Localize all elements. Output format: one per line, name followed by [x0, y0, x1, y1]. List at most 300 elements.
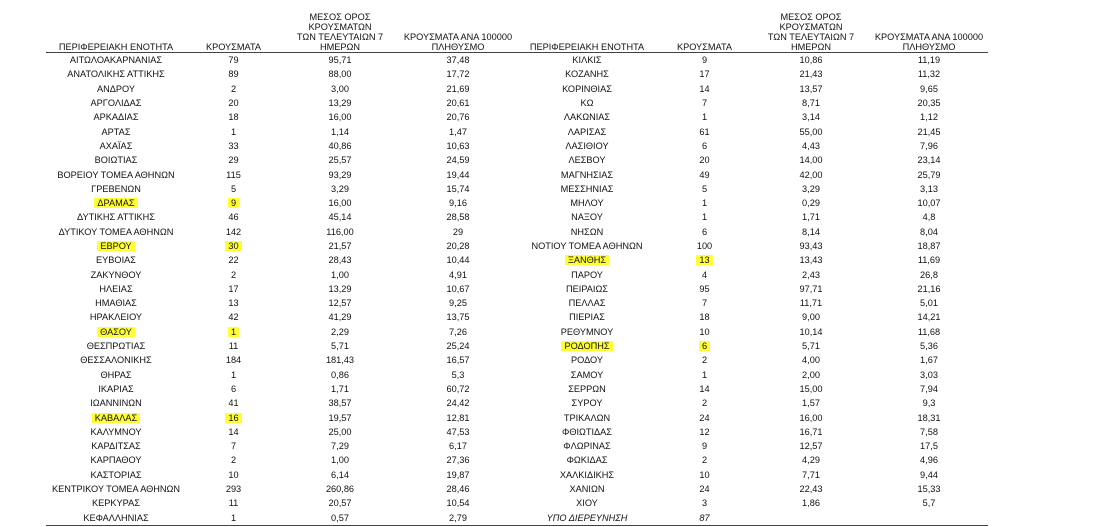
left-avg7-cell [281, 282, 399, 296]
right-region-value: ΥΠΟ ΔΙΕΡΕΥΝΗΣΗ [546, 512, 628, 523]
header-per100k-right: ΚΡΟΥΣΜΑΤΑ ΑΝΑ 100000 ΠΛΗΘΥΣΜΟ [870, 12, 988, 53]
left-cases-cell [186, 296, 281, 310]
left-per100k-cell [399, 368, 517, 382]
right-cases-value: 6 [701, 140, 708, 151]
right-avg7-value: 42,00 [799, 169, 823, 180]
right-region-cell [517, 110, 657, 124]
left-avg7-value: 28,43 [328, 255, 352, 266]
right-per100k-cell [870, 82, 988, 96]
right-cases-cell [657, 96, 752, 110]
left-per100k-value: 20,76 [446, 112, 470, 123]
left-per100k-cell [399, 482, 517, 496]
left-region-value: ΚΑΡΠΑΘΟΥ [90, 455, 142, 466]
left-region-value: ΑΝΔΡΟΥ [96, 83, 135, 94]
right-cases-value: 17 [699, 69, 710, 80]
left-region-value: ΑΡΚΑΔΙΑΣ [93, 112, 139, 123]
table-row [46, 468, 988, 482]
right-per100k-cell [870, 453, 988, 467]
left-region-cell [46, 296, 186, 310]
left-avg7-value: 1,14 [331, 126, 349, 137]
left-per100k-cell [399, 253, 517, 267]
right-avg7-cell [752, 225, 870, 239]
right-cases-cell [657, 468, 752, 482]
header-region-right: ΠΕΡΙΦΕΡΕΙΑΚΗ ΕΝΟΤΗΤΑ [517, 12, 657, 53]
right-per100k-cell [870, 182, 988, 196]
right-cases-value: 4 [701, 269, 708, 280]
table-row [46, 482, 988, 496]
left-cases-value: 14 [228, 426, 239, 437]
right-avg7-value: 9,00 [802, 312, 820, 323]
right-region-value: ΧΑΝΙΩΝ [569, 484, 605, 495]
right-avg7-value: 3,29 [802, 183, 820, 194]
right-avg7-cell [752, 96, 870, 110]
right-region-cell [517, 453, 657, 467]
left-region-cell [46, 511, 186, 526]
right-per100k-value: 18,87 [917, 241, 941, 251]
right-region-cell [517, 511, 657, 526]
left-region-value: ΔΥΤΙΚΟΥ ΤΟΜΕΑ ΑΘΗΝΩΝ [58, 226, 174, 237]
right-avg7-value: 1,86 [802, 498, 820, 509]
right-avg7-cell [752, 82, 870, 96]
right-per100k-cell [870, 296, 988, 310]
right-cases-value: 100 [696, 241, 713, 251]
left-per100k-cell [399, 196, 517, 210]
left-avg7-value: 5,71 [331, 341, 349, 352]
left-per100k-value: 6,17 [449, 441, 467, 452]
left-cases-cell [186, 210, 281, 224]
left-avg7-value: 116,00 [326, 226, 354, 237]
right-region-cell [517, 339, 657, 353]
right-region-cell [517, 439, 657, 453]
left-per100k-value: 10,63 [446, 140, 470, 151]
right-region-cell [517, 196, 657, 210]
right-region-value: ΜΕΣΣΗΝΙΑΣ [560, 183, 614, 194]
right-per100k-value: 3,13 [920, 183, 938, 194]
left-per100k-cell [399, 67, 517, 81]
right-avg7-value: 14,00 [799, 155, 823, 166]
left-avg7-cell [281, 167, 399, 181]
left-avg7-cell [281, 339, 399, 353]
table-row [46, 425, 988, 439]
right-cases-cell [657, 368, 752, 382]
right-cases-cell [657, 353, 752, 367]
right-per100k-value: 11,68 [917, 326, 941, 337]
right-cases-cell [657, 67, 752, 81]
right-cases-cell [657, 110, 752, 124]
left-per100k-cell [399, 410, 517, 424]
left-avg7-value: 6,14 [331, 469, 349, 480]
left-per100k-cell [399, 225, 517, 239]
right-avg7-value: 21,43 [799, 69, 823, 80]
left-per100k-value: 27,36 [446, 455, 470, 466]
right-avg7-value: 12,57 [799, 441, 823, 452]
right-cases-value: 9 [701, 55, 708, 66]
right-per100k-value: 8,04 [920, 226, 938, 237]
right-avg7-cell [752, 167, 870, 181]
left-cases-value: 11 [228, 498, 239, 509]
left-avg7-cell [281, 110, 399, 124]
right-region-cell [517, 167, 657, 181]
right-per100k-cell [870, 210, 988, 224]
left-region-cell [46, 468, 186, 482]
table-row [46, 110, 988, 124]
left-cases-cell [186, 496, 281, 510]
left-cases-value: 5 [230, 183, 237, 194]
left-per100k-cell [399, 182, 517, 196]
left-region-value: ΔΡΑΜΑΣ [94, 198, 137, 208]
right-avg7-value: 15,00 [799, 383, 823, 394]
left-region-value: ΑΡΤΑΣ [101, 126, 131, 137]
right-region-cell [517, 310, 657, 324]
right-avg7-value: 8,14 [802, 226, 820, 237]
left-cases-value: 46 [228, 212, 239, 223]
left-avg7-cell [281, 53, 399, 68]
left-avg7-value: 1,71 [331, 383, 349, 394]
header-row [46, 12, 988, 53]
right-per100k-value: 18,31 [917, 412, 941, 423]
left-cases-cell [186, 453, 281, 467]
right-cases-value: 6 [699, 341, 710, 351]
right-per100k-cell [870, 239, 988, 253]
right-avg7-value: 4,00 [802, 355, 820, 366]
table-row [46, 267, 988, 281]
right-avg7-value: 16,00 [799, 412, 823, 423]
left-avg7-cell [281, 468, 399, 482]
left-cases-value: 1 [230, 512, 237, 523]
right-avg7-cell [752, 496, 870, 510]
right-region-value: ΡΟΔΟΥ [570, 355, 603, 366]
left-per100k-value: 10,54 [446, 498, 470, 509]
left-region-value: ΑΙΤΩΛΟΑΚΑΡΝΑΝΙΑΣ [69, 55, 163, 66]
left-cases-cell [186, 182, 281, 196]
right-cases-value: 2 [701, 355, 708, 366]
right-per100k-value: 5,7 [922, 498, 936, 509]
left-cases-value: 184 [225, 355, 242, 366]
left-per100k-cell [399, 453, 517, 467]
right-avg7-value: 10,14 [799, 326, 823, 337]
left-per100k-cell [399, 425, 517, 439]
right-cases-value: 7 [701, 298, 708, 309]
right-per100k-cell [870, 167, 988, 181]
right-region-cell [517, 410, 657, 424]
right-region-value: ΛΑΣΙΘΙΟΥ [565, 140, 609, 151]
left-cases-cell [186, 368, 281, 382]
table-row [46, 410, 988, 424]
right-per100k-value: 21,45 [917, 126, 941, 137]
left-per100k-value: 9,16 [449, 198, 467, 209]
left-per100k-cell [399, 439, 517, 453]
left-per100k-value: 13,75 [446, 312, 470, 323]
left-cases-value: 293 [225, 484, 242, 495]
right-cases-value: 6 [701, 226, 708, 237]
left-cases-value: 41 [228, 398, 239, 409]
right-region-cell [517, 225, 657, 239]
right-per100k-cell [870, 511, 988, 526]
right-per100k-value: 17,5 [920, 441, 938, 452]
right-region-cell [517, 124, 657, 138]
right-region-cell [517, 482, 657, 496]
right-per100k-cell [870, 482, 988, 496]
left-region-cell [46, 310, 186, 324]
left-cases-value: 2 [230, 269, 237, 280]
left-region-cell [46, 139, 186, 153]
right-region-value: ΤΡΙΚΑΛΩΝ [563, 412, 611, 423]
right-per100k-value: 5,01 [920, 298, 938, 309]
left-region-value: ΙΚΑΡΙΑΣ [98, 383, 134, 394]
right-per100k-cell [870, 439, 988, 453]
right-cases-value: 95 [699, 283, 710, 294]
right-avg7-cell [752, 182, 870, 196]
left-per100k-value: 17,72 [446, 69, 470, 80]
left-avg7-cell [281, 511, 399, 526]
right-region-value: ΠΙΕΡΙΑΣ [569, 312, 605, 323]
right-cases-cell [657, 310, 752, 324]
left-per100k-value: 15,74 [446, 183, 470, 194]
right-per100k-value: 25,79 [917, 169, 941, 180]
left-region-value: ΔΥΤΙΚΗΣ ΑΤΤΙΚΗΣ [77, 212, 155, 223]
table-row [46, 139, 988, 153]
right-cases-cell [657, 267, 752, 281]
right-per100k-cell [870, 267, 988, 281]
right-per100k-cell [870, 153, 988, 167]
left-per100k-cell [399, 53, 517, 68]
left-region-value: ΒΟΡΕΙΟΥ ΤΟΜΕΑ ΑΘΗΝΩΝ [57, 169, 175, 180]
left-region-cell [46, 67, 186, 81]
left-avg7-value: 3,00 [331, 83, 349, 94]
right-region-value: ΡΟΔΟΠΗΣ [561, 341, 612, 351]
left-cases-value: 7 [230, 441, 237, 452]
right-cases-value: 5 [701, 183, 708, 194]
right-cases-value: 1 [701, 112, 708, 123]
right-region-value: ΠΕΙΡΑΙΩΣ [566, 283, 608, 294]
right-avg7-cell [752, 339, 870, 353]
right-per100k-cell [870, 339, 988, 353]
left-avg7-cell [281, 96, 399, 110]
right-cases-value: 3 [701, 498, 708, 509]
right-avg7-cell [752, 124, 870, 138]
right-cases-value: 14 [699, 83, 710, 94]
right-region-value: ΦΘΙΩΤΙΔΑΣ [561, 426, 612, 437]
left-per100k-cell [399, 339, 517, 353]
right-per100k-value: 15,33 [917, 484, 941, 495]
left-cases-value: 1 [230, 369, 237, 380]
left-per100k-value: 9,25 [449, 298, 467, 309]
right-cases-value: 13 [696, 255, 712, 265]
left-region-value: ΗΛΕΙΑΣ [99, 283, 133, 294]
right-cases-cell [657, 139, 752, 153]
left-region-value: ΚΑΣΤΟΡΙΑΣ [90, 469, 142, 480]
left-region-value: ΕΥΒΟΙΑΣ [96, 255, 136, 266]
left-cases-cell [186, 53, 281, 68]
left-per100k-cell [399, 139, 517, 153]
left-per100k-value: 60,72 [446, 383, 470, 394]
right-cases-cell [657, 53, 752, 68]
left-per100k-cell [399, 210, 517, 224]
right-region-value: ΣΥΡΟΥ [571, 398, 603, 409]
left-region-value: ΘΑΣΟΥ [97, 327, 135, 337]
right-cases-cell [657, 439, 752, 453]
right-region-value: ΚΩ [580, 98, 594, 109]
left-cases-cell [186, 325, 281, 339]
left-per100k-value: 29 [452, 226, 464, 237]
right-region-cell [517, 139, 657, 153]
right-cases-cell [657, 182, 752, 196]
right-avg7-cell [752, 153, 870, 167]
left-avg7-cell [281, 225, 399, 239]
right-region-cell [517, 382, 657, 396]
right-per100k-value: 1,12 [920, 112, 938, 123]
left-region-cell [46, 96, 186, 110]
right-per100k-cell [870, 139, 988, 153]
right-avg7-cell [752, 210, 870, 224]
left-region-value: ΑΧΑΪΑΣ [99, 140, 133, 151]
right-avg7-cell [752, 396, 870, 410]
right-cases-value: 87 [699, 512, 710, 523]
left-cases-cell [186, 225, 281, 239]
left-avg7-value: 1,00 [331, 455, 349, 466]
left-per100k-value: 47,53 [446, 426, 470, 437]
right-avg7-value: 97,71 [799, 283, 823, 294]
left-region-cell [46, 210, 186, 224]
left-per100k-value: 4,91 [449, 269, 467, 280]
left-region-cell [46, 453, 186, 467]
right-avg7-cell [752, 67, 870, 81]
left-cases-value: 9 [228, 198, 239, 208]
left-region-cell [46, 196, 186, 210]
left-cases-value: 142 [225, 226, 242, 237]
right-per100k-cell [870, 368, 988, 382]
right-region-cell [517, 253, 657, 267]
right-region-cell [517, 67, 657, 81]
left-region-cell [46, 124, 186, 138]
left-region-cell [46, 282, 186, 296]
left-per100k-cell [399, 239, 517, 253]
table-row [46, 325, 988, 339]
left-cases-value: 2 [230, 83, 237, 94]
left-region-cell [46, 225, 186, 239]
table-row [46, 396, 988, 410]
left-cases-value: 10 [228, 469, 239, 480]
right-region-cell [517, 496, 657, 510]
left-avg7-cell [281, 310, 399, 324]
table-row [46, 339, 988, 353]
table-row [46, 153, 988, 167]
table-row [46, 496, 988, 510]
left-per100k-cell [399, 82, 517, 96]
right-cases-cell [657, 339, 752, 353]
right-avg7-cell [752, 239, 870, 253]
right-avg7-value: 55,00 [799, 126, 823, 137]
left-avg7-cell [281, 482, 399, 496]
right-avg7-value: 2,43 [802, 269, 820, 280]
header-region-left: ΠΕΡΙΦΕΡΕΙΑΚΗ ΕΝΟΤΗΤΑ [46, 12, 186, 53]
left-cases-value: 89 [228, 69, 239, 80]
right-per100k-cell [870, 310, 988, 324]
left-cases-cell [186, 167, 281, 181]
left-avg7-value: 12,57 [328, 298, 352, 309]
right-cases-cell [657, 511, 752, 526]
right-per100k-value: 1,67 [920, 355, 938, 366]
right-avg7-value: 93,43 [799, 241, 823, 251]
table-row [46, 296, 988, 310]
left-region-value: ΙΩΑΝΝΙΝΩΝ [90, 398, 142, 409]
right-per100k-cell [870, 425, 988, 439]
left-cases-cell [186, 353, 281, 367]
left-avg7-cell [281, 496, 399, 510]
left-region-value: ΚΑΡΔΙΤΣΑΣ [91, 441, 141, 452]
left-avg7-value: 45,14 [328, 212, 352, 223]
left-avg7-cell [281, 368, 399, 382]
left-per100k-value: 1,47 [449, 126, 467, 137]
left-cases-cell [186, 196, 281, 210]
left-avg7-value: 41,29 [328, 312, 352, 323]
left-cases-cell [186, 339, 281, 353]
left-region-cell [46, 410, 186, 424]
left-per100k-cell [399, 310, 517, 324]
table-row [46, 511, 988, 526]
left-avg7-value: 0,86 [331, 369, 349, 380]
table-row [46, 53, 988, 68]
cases-sheet [46, 12, 988, 526]
header-per100k-left: ΚΡΟΥΣΜΑΤΑ ΑΝΑ 100000 ΠΛΗΘΥΣΜΟ [399, 12, 517, 53]
left-region-value: ΖΑΚΥΝΘΟΥ [90, 269, 142, 280]
left-avg7-value: 25,00 [328, 426, 352, 437]
left-cases-cell [186, 153, 281, 167]
right-region-cell [517, 210, 657, 224]
right-per100k-value: 10,07 [917, 198, 941, 209]
left-cases-value: 17 [228, 283, 239, 294]
right-per100k-value: 11,69 [917, 255, 941, 266]
right-cases-value: 12 [699, 426, 710, 437]
right-cases-cell [657, 124, 752, 138]
left-region-value: ΗΡΑΚΛΕΙΟΥ [89, 312, 143, 323]
right-cases-value: 1 [701, 212, 708, 223]
right-avg7-value: 5,71 [802, 341, 820, 352]
right-avg7-value: 2,00 [802, 369, 820, 380]
right-per100k-cell [870, 67, 988, 81]
left-avg7-cell [281, 139, 399, 153]
right-avg7-cell [752, 296, 870, 310]
left-region-cell [46, 396, 186, 410]
left-cases-cell [186, 511, 281, 526]
left-avg7-value: 19,57 [328, 412, 352, 423]
right-region-value: ΜΗΛΟΥ [570, 198, 604, 209]
right-cases-cell [657, 482, 752, 496]
left-per100k-value: 19,87 [446, 469, 470, 480]
left-avg7-cell [281, 239, 399, 253]
right-per100k-cell [870, 110, 988, 124]
right-cases-value: 9 [701, 441, 708, 452]
left-region-cell [46, 182, 186, 196]
right-region-value: ΚΟΡΙΝΘΙΑΣ [562, 83, 612, 94]
table-row [46, 239, 988, 253]
right-avg7-cell [752, 425, 870, 439]
right-region-value: ΝΟΤΙΟΥ ΤΟΜΕΑ ΑΘΗΝΩΝ [531, 241, 643, 251]
left-region-value: ΚΑΒΑΛΑΣ [92, 413, 140, 423]
right-cases-value: 14 [699, 383, 710, 394]
left-region-value: ΚΑΛΥΜΝΟΥ [90, 426, 142, 437]
left-region-cell [46, 496, 186, 510]
right-avg7-cell [752, 325, 870, 339]
left-per100k-cell [399, 325, 517, 339]
left-per100k-cell [399, 267, 517, 281]
left-region-value: ΚΕΦΑΛΛΗΝΙΑΣ [83, 512, 149, 523]
right-region-value: ΡΕΘΥΜΝΟΥ [560, 326, 614, 337]
table-row [46, 453, 988, 467]
left-avg7-value: 260,86 [325, 484, 355, 495]
left-region-value: ΒΟΙΩΤΙΑΣ [94, 155, 138, 166]
right-per100k-cell [870, 496, 988, 510]
